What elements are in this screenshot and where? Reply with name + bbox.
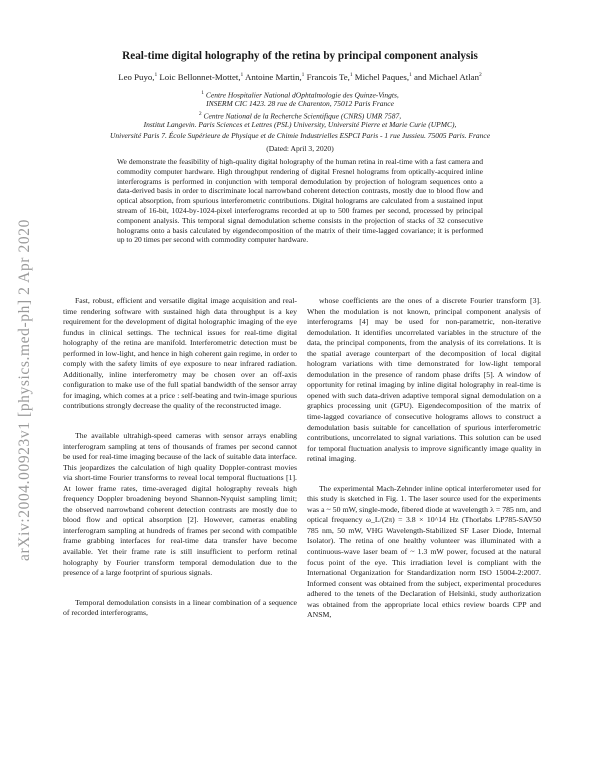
author: Michel Paques,$^1$ xyxy=(354,72,412,82)
author: Loic Bellonnet-Mottet,$^1$ xyxy=(159,72,244,82)
author: Leo Puyo,$^1$ xyxy=(118,72,158,82)
abstract: We demonstrate the feasibility of high-quality digital holography of the human retina in real-time with a fast camera and commodity computer hardware. High throughput rendering of digital Fresnel holograms from optically-acquired inline interferograms is performed in conjunction with temporal demodulation by projection of hologram sequences onto a data-derived basis in order to discriminate local narrowband coherent detection contrasts, mostly due to blood flow and optical absorption, from spurious interferometric contributions. Digital holograms are calculated from a sustained input stream of 16-bit, 1024-by-1024-pixel interferograms recorded at up to 500 frames per second, processed by principal component analysis. This temporal signal demodulation scheme consists in the projection of stacks of 32 consecutive holograms onto a basis calculated by eigendecomposition of the matrix of their time-lagged covariance; it is performed up to 20 times per second with commodity computer hardware. xyxy=(117,157,483,245)
paper-title: Real-time digital holography of the retina by principal component analysis xyxy=(122,50,478,62)
author: Antoine Martin,$^1$ xyxy=(244,72,305,82)
author: and Michael Atlan$^2$ xyxy=(413,72,482,82)
paragraph: Fast, robust, efficient and versatile digital image acquisition and real-time rendering software with sustained high data throughput is a key requirement for the development of digital holographic imaging of the eye fundus in clinical settings. The technical issues for real-time digital holography of the retina are manifold. Interferometric detection must be performed in low-light, and hence in high coherent gain regime, in order to comply with the safety limits of eye exposure to near infrared radiation. Additionally, inline interferometry may be chosen over an off-axis configuration to make use of the full spatial bandwidth of the sensor array for imaging, which comes at a price : self-beating and twin-image spurious contributions strongly decrease the quality of the reconstructed image. xyxy=(63,296,297,411)
dated-line: (Dated: April 3, 2020) xyxy=(266,144,334,153)
affiliation-line: Institut Langevin. Paris Sciences et Lettres (PSL) University, Université Pierre et Marie Curie (UPMC), xyxy=(143,120,457,129)
paragraph: The available ultrahigh-speed cameras with sensor arrays enabling interferogram sampling at tens of thousands of frames per second cannot be used for real-time imaging because of the lack of suitable data interface. This jeopardizes the calculation of high quality Doppler-contrast movies via short-time Fourier transforms to reveal local temporal fluctuations [1]. At lower frame rates, time-averaged digital holography reveals high frequency Doppler broadening beyond Shannon-Nyquist sampling limit; the observed narrowband coherent detection contrasts are mostly due to blood flow and optical absorption [2]. However, cameras enabling interferogram sampling at hundreds of frames per second with compatible frame grabbing interfaces for real-time data transfer have become available. Yet their frame rate is still insufficient to perform retinal holography by Fourier transform temporal demodulation due to the presence of a large footprint of spurious signals. xyxy=(63,431,297,578)
arxiv-watermark xyxy=(8,150,42,630)
paragraph: whose coefficients are the ones of a discrete Fourier transform [3]. When the modulation is not known, principal component analysis of interferograms [4] may be used for non-parametric, non-iterative demodulation. It identifies uncorrelated variables in the structure of the data, the principal components, from the analysis of its correlations. It is the spatial average counterpart of the decomposition of local digital hologram variations with time demonstrated for low-light temporal demodulation in the presence of random phase drifts [5]. A window of opportunity for retinal imaging by inline digital holography in real-time is opened with such data-driven adaptive temporal signal demodulation on a graphics processing unit (GPU). Eigendecomposition of the matrix of time-lagged covariance of consecutive holograms allows to construct a demodulation basis suitable for cancellation of spurious interferometric contributions, uncorrelated to signal variations. This solution can be used for temporal fluctuation analysis to improve significantly image quality in retinal imaging. xyxy=(307,296,541,464)
affiliation-line: $^2$ Centre National de la Recherche Scientifique (CNRS) UMR 7587, xyxy=(198,111,402,121)
paragraph: Temporal demodulation consists in a linear combination of a sequence of recorded interferograms, xyxy=(63,597,297,618)
arxiv-id[interactable]: arXiv:2004.00923v1 [physics.med-ph] 2 Apr 2020 xyxy=(16,219,33,561)
left-column xyxy=(63,296,297,619)
author: Francois Te,$^1$ xyxy=(306,72,353,82)
author-list xyxy=(60,72,540,82)
affiliation-line: INSERM CIC 1423. 28 rue de Charenton, 75012 Paris France xyxy=(206,98,394,108)
paragraph: The experimental Mach-Zehnder inline optical interferometer used for this study is sketched in Fig. 1. The laser source used for the experiments was a ~ 50 mW, single-mode, fibered diode at wavelength λ = 785 nm, and optical frequency ω_L/(2π) = 3.8 × 10^14 Hz (Thorlabs LP785-SAV50 785 nm, 50 mW, VHG Wavelength-Stabilized SF Laser Diode, Internal Isolator). The retina of one healthy volunteer was illuminated with a continuous-wave laser beam of ~ 1.3 mW power, focused at the natural focus point of the eye. This irradiation level is compliant with the International Organization for Standardization norm ISO 15004-2:2007. Informed consent was obtained from the subject, experimental procedures adhered to the tenets of the Declaration of Helsinki, study authorization was obtained from the appropriate local ethics review boards CPP and ANSM, xyxy=(307,483,541,620)
affiliation-line: Université Paris 7. École Supérieure de Physique et de Chimie Industrielles ESPCI Paris - 1 rue Jussieu. 75005 Paris. France xyxy=(109,130,491,140)
affiliation-line: $^1$ Centre Hospitalier National dOphtalmologie des Quinze-Vingts, xyxy=(201,90,399,100)
right-column xyxy=(307,296,541,621)
